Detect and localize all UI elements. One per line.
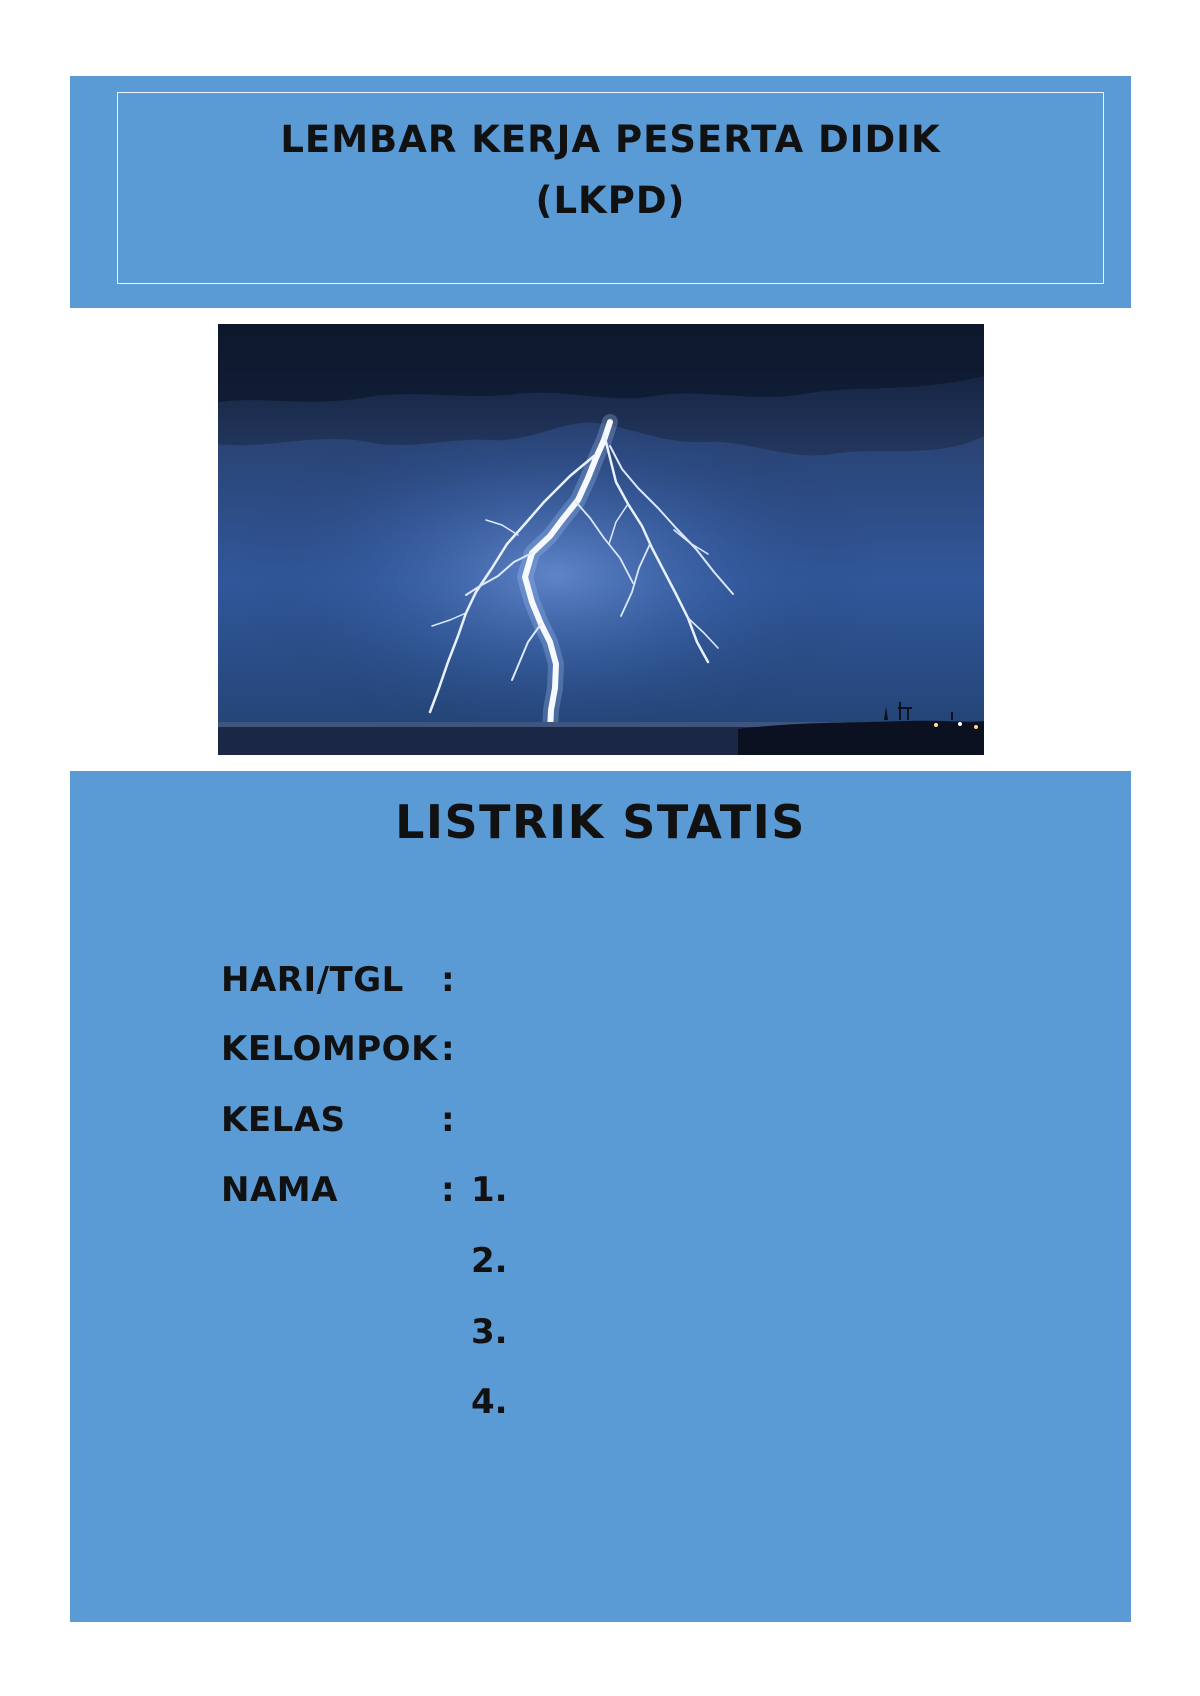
name-label: NAMA [221, 1170, 338, 1210]
header-panel [70, 76, 1131, 308]
class-label: KELAS [221, 1100, 346, 1140]
info-panel [70, 771, 1131, 1622]
class-colon: : [441, 1100, 455, 1140]
member-number-3: 3. [471, 1312, 508, 1352]
document-subtitle: (LKPD) [535, 179, 686, 222]
member-number-4: 4. [471, 1382, 508, 1422]
group-colon: : [441, 1029, 455, 1069]
date-colon: : [441, 960, 455, 1000]
date-label: HARI/TGL [221, 960, 404, 1000]
document-title: LEMBAR KERJA PESERTA DIDIK [280, 118, 941, 161]
group-label: KELOMPOK [221, 1029, 438, 1069]
lightning-photo [218, 324, 984, 755]
member-number-1: 1. [471, 1170, 508, 1210]
member-number-2: 2. [471, 1241, 508, 1281]
lightning-image [218, 324, 984, 755]
name-colon: : [441, 1170, 455, 1210]
header-frame [117, 92, 1104, 284]
worksheet-title: LISTRIK STATIS [395, 795, 806, 849]
